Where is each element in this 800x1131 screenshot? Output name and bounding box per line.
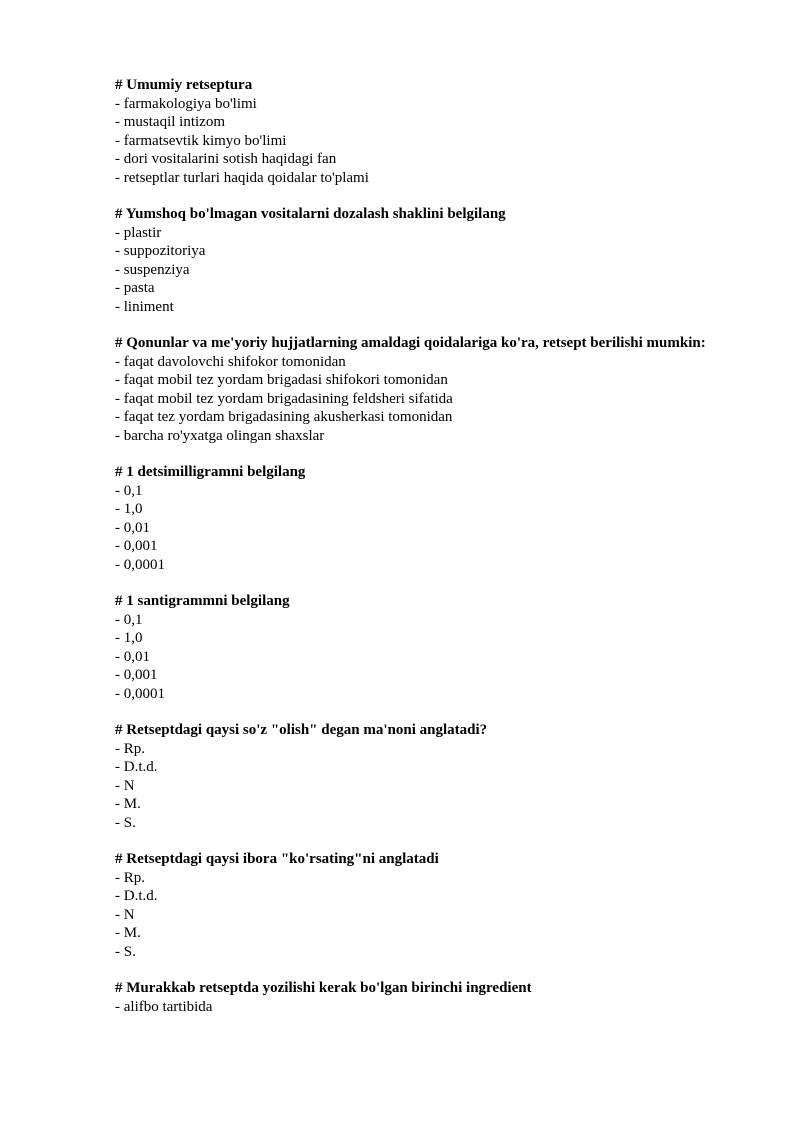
answer-option: - Rp.	[115, 869, 145, 886]
question-block	[115, 334, 715, 445]
answer-option: - 0,0001	[115, 556, 165, 573]
answer-option: - D.t.d.	[115, 759, 158, 775]
answer-list	[115, 482, 715, 575]
answer-list	[115, 998, 715, 1017]
answer-option: - 1,0	[115, 630, 143, 646]
question-title: # Qonunlar va me'yoriy hujjatlarning amaldagi qoidalariga ko'ra, retsept berilishi mumkin:	[115, 335, 706, 351]
answer-option: - alifbo tartibida	[115, 998, 213, 1015]
question-block	[115, 463, 715, 574]
question-title: # Retseptdagi qaysi so'z "olish" degan ma'noni anglatadi?	[115, 722, 488, 738]
answer-option: - 0,1	[115, 611, 143, 628]
answer-list	[115, 95, 715, 188]
answer-option: - faqat tez yordam brigadasining akusherkasi tomonidan	[115, 409, 453, 425]
question-block	[115, 979, 715, 1016]
answer-option: - farmakologiya bo'limi	[115, 95, 257, 112]
answer-option: - pasta	[115, 280, 155, 296]
answer-option: - 0,001	[115, 538, 158, 554]
answer-option: - 0,01	[115, 519, 150, 536]
question-title: # 1 santigrammni belgilang	[115, 593, 290, 609]
answer-list	[115, 740, 715, 833]
answer-option: - M.	[115, 796, 141, 812]
answer-option: - 1,0	[115, 501, 143, 517]
question-title: # Umumiy retseptura	[115, 77, 253, 93]
question-title: # Murakkab retseptda yozilishi kerak bo'lgan birinchi ingredient	[115, 980, 532, 996]
answer-list	[115, 869, 715, 962]
question-block	[115, 721, 715, 832]
answer-option: - suppozitoriya	[115, 243, 206, 259]
answer-option: - retseptlar turlari haqida qoidalar to'plami	[115, 169, 369, 186]
answer-option: - suspenziya	[115, 261, 190, 278]
answer-option: - barcha ro'yxatga olingan shaxslar	[115, 427, 325, 444]
question-title: # Retseptdagi qaysi ibora "ko'rsating"ni anglatadi	[115, 851, 439, 867]
answer-option: - faqat davolovchi shifokor tomonidan	[115, 353, 346, 370]
answer-option: - farmatsevtik kimyo bo'limi	[115, 132, 287, 149]
answer-list	[115, 353, 715, 446]
answer-option: - Rp.	[115, 740, 145, 757]
answer-option: - 0,1	[115, 482, 143, 499]
question-block	[115, 592, 715, 703]
answer-option: - N	[115, 777, 135, 794]
answer-option: - M.	[115, 925, 141, 941]
answer-option: - S.	[115, 814, 136, 831]
question-block	[115, 76, 715, 187]
answer-option: - D.t.d.	[115, 888, 158, 904]
answer-option: - S.	[115, 943, 136, 960]
answer-list	[115, 611, 715, 704]
answer-option: - mustaqil intizom	[115, 114, 225, 130]
answer-option: - 0,01	[115, 648, 150, 665]
answer-option: - plastir	[115, 224, 162, 241]
question-block	[115, 205, 715, 316]
answer-option: - 0,001	[115, 667, 158, 683]
question-title: # Yumshoq bo'lmagan vositalarni dozalash shaklini belgilang	[115, 206, 506, 222]
document-page	[115, 76, 715, 1034]
answer-option: - dori vositalarini sotish haqidagi fan	[115, 151, 337, 167]
answer-option: - 0,0001	[115, 685, 165, 702]
answer-option: - faqat mobil tez yordam brigadasi shifokori tomonidan	[115, 372, 448, 388]
answer-option: - liniment	[115, 298, 174, 315]
question-block	[115, 850, 715, 961]
question-title: # 1 detsimilligramni belgilang	[115, 464, 306, 480]
answer-option: - N	[115, 906, 135, 923]
answer-option: - faqat mobil tez yordam brigadasining feldsheri sifatida	[115, 390, 453, 407]
answer-list	[115, 224, 715, 317]
